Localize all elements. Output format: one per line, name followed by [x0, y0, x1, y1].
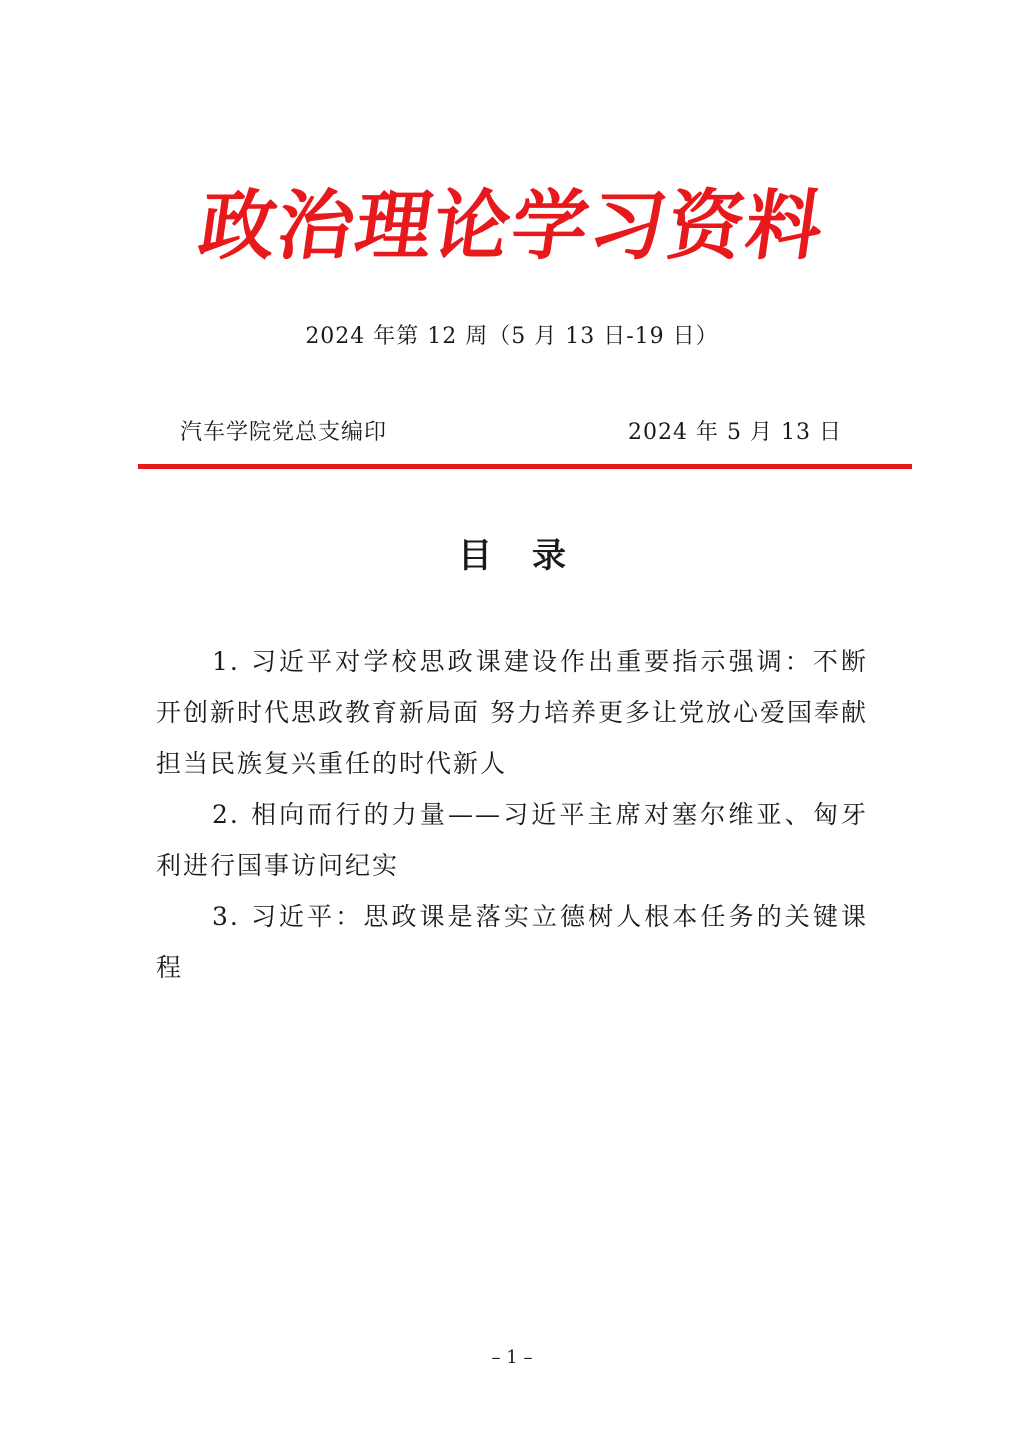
toc-item-text: 习近平对学校思政课建设作出重要指示强调：不断开创新时代思政教育新局面 努力培养更多让党放心爱国奉献担当民族复兴重任的时代新人	[156, 647, 868, 778]
toc-list	[156, 636, 868, 993]
publisher: 汽车学院党总支编印	[180, 420, 388, 445]
issue-line: 2024 年第 12 周（5 月 13 日-19 日）	[305, 324, 719, 349]
toc-item-number: 3.	[212, 902, 240, 931]
masthead-title: 政治理论学习资料	[193, 181, 831, 270]
toc-item-number: 2.	[212, 800, 240, 829]
masthead-divider	[138, 464, 912, 469]
toc-item-number: 1.	[212, 647, 240, 676]
toc-item-text: 相向而行的力量——习近平主席对塞尔维亚、匈牙利进行国事访问纪实	[156, 800, 868, 880]
toc-item	[156, 636, 868, 789]
publication-date: 2024 年 5 月 13 日	[628, 420, 842, 445]
toc-heading: 目录	[458, 536, 606, 576]
toc-item	[156, 891, 868, 993]
toc-item	[156, 789, 868, 891]
toc-item-text: 习近平：思政课是落实立德树人根本任务的关键课程	[156, 902, 868, 982]
page-number: – 1 –	[491, 1347, 533, 1368]
